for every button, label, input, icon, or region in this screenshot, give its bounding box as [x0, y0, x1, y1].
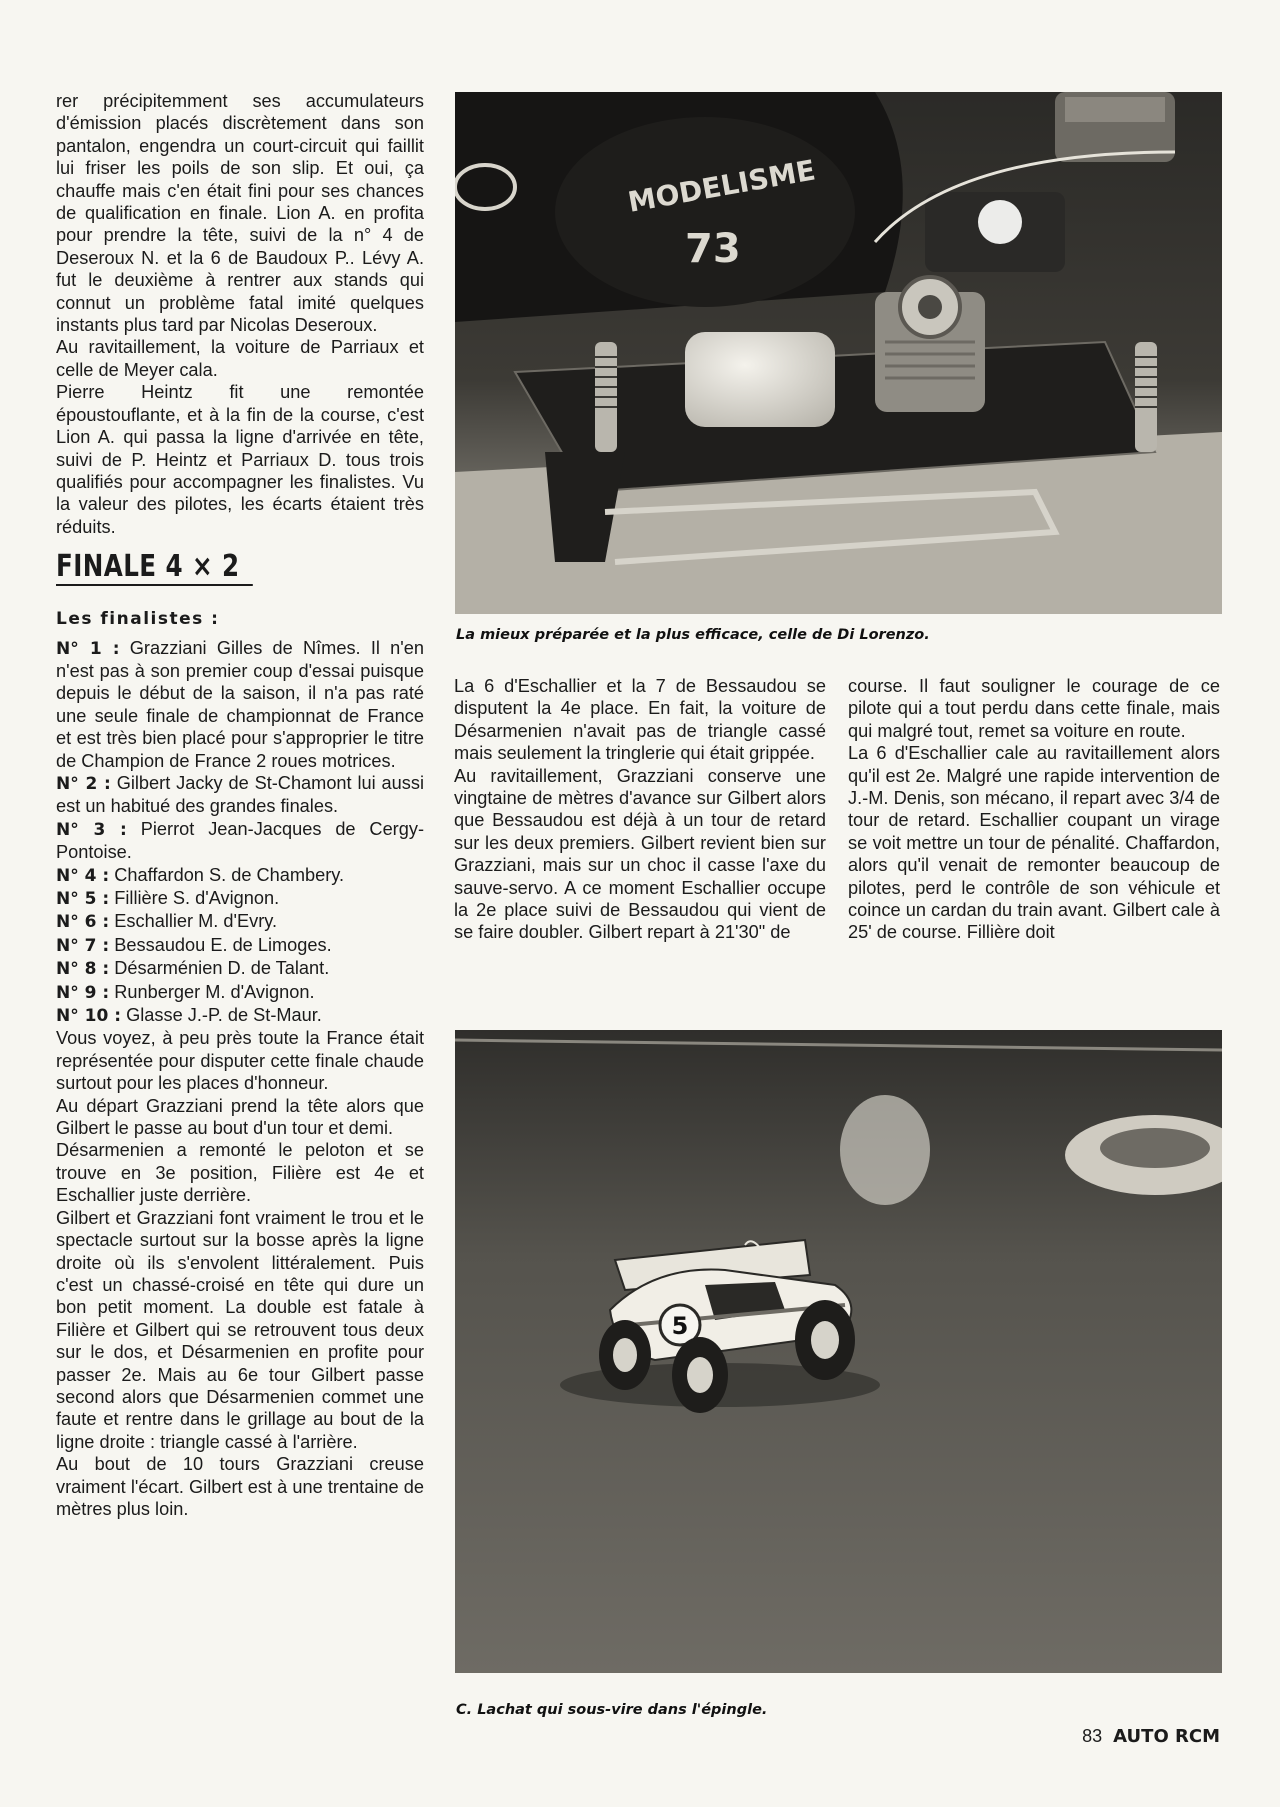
finalists-heading: Les finalistes :	[56, 609, 220, 630]
middle-column	[454, 675, 826, 944]
finalist-number: N° 7 :	[56, 935, 110, 956]
paragraph: Pierre Heintz fit une remontée époustouflante, et à la fin de la course, c'est Lion A. qui passa la ligne d'arrivée en tête, suivi de P. Heintz et Parriaux D. tous trois qualifiés pour accompagner les finalistes. Vu la valeur des pilotes, les écarts étaient très réduits.	[56, 382, 424, 537]
race-photo	[455, 1030, 1222, 1673]
finalist-number: N° 10 :	[56, 1006, 122, 1027]
list-item	[56, 637, 424, 772]
paragraph: Vous voyez, à peu près toute la France était représentée pour disputer cette finale chaude surtout pour les places d'honneur.	[56, 1028, 424, 1094]
list-item	[56, 1004, 424, 1027]
bag-logo-number: 73	[685, 226, 741, 272]
paragraph: course. Il faut souligner le courage de ce pilote qui a tout perdu dans cette finale, mais qui malgré tout, remet sa voiture en route.	[848, 676, 1220, 741]
finalist-text: Fillière S. d'Avignon.	[114, 888, 280, 908]
list-item	[56, 887, 424, 910]
finalist-text: Gilbert Jacky de St-Chamont lui aussi est un habitué des grandes finales.	[56, 772, 424, 817]
finalist-text: Désarménien D. de Talant.	[114, 958, 330, 979]
left-column	[56, 90, 424, 1520]
finalist-text: Glasse J.-P. de St-Maur.	[126, 1005, 322, 1026]
top-photo-caption: La mieux préparée et la plus efficace, celle de Di Lorenzo.	[456, 627, 930, 643]
list-item	[56, 957, 424, 980]
chassis-illustration	[455, 92, 1222, 614]
finalist-number: N° 5 :	[56, 889, 110, 909]
finalist-text: Bessaudou E. de Limoges.	[114, 934, 332, 955]
finalist-number: N° 1 :	[56, 638, 120, 659]
bottom-photo-caption: C. Lachat qui sous-vire dans l'épingle.	[456, 1702, 768, 1718]
finalist-text: Chaffardon S. de Chambery.	[114, 864, 345, 885]
finalist-text: Grazziani Gilles de Nîmes. Il n'en n'est pas à son premier coup d'essai puisque depuis le début de la saison, il n'a pas raté une seule finale de championnat de France et est très bien placé pour s'approprier le titre de Champion de France 2 roues motrices.	[56, 637, 424, 771]
finalist-text: Pierrot Jean-Jacques de Cergy-Pontoise.	[56, 818, 424, 863]
section-title: FINALE 4 × 2	[56, 550, 253, 586]
chassis-photo	[455, 92, 1222, 614]
list-item	[56, 818, 424, 864]
page-footer	[1082, 1726, 1220, 1747]
paragraph: Au bout de 10 tours Grazziani creuse vraiment l'écart. Gilbert est à une trentaine de mètres plus loin.	[56, 1454, 424, 1519]
finalist-number: N° 6 :	[56, 912, 110, 933]
finalist-number: N° 3 :	[56, 819, 127, 840]
right-column	[848, 675, 1220, 944]
paragraph: rer précipitemment ses accumulateurs d'émission placés discrètement dans son pantalon, engendra un court-circuit qui faillit lui friser les poils de son slip. Et oui, ça chauffe mais c'en était fini pour ses chances de qualification en finale. Lion A. en profita pour prendre la tête, suivi de la n° 4 de Deseroux N. et la 6 de Baudoux P.. Lévy A. fut le deuxième à rentrer aux stands qui connut un problème fatal imité quelques instants plus tard par Nicolas Deseroux.	[56, 91, 424, 336]
paragraph: Désarmenien a remonté le peloton et se trouve en 3e position, Filière est 4e et Eschallier juste derrière.	[56, 1140, 424, 1206]
list-item	[56, 934, 424, 957]
paragraph: Au départ Grazziani prend la tête alors que Gilbert le passe au bout d'un tour et demi.	[56, 1095, 424, 1139]
finalist-number: N° 4 :	[56, 865, 110, 886]
paragraph: Au ravitaillement, Grazziani conserve une vingtaine de mètres d'avance sur Gilbert alors que Bessaudou est déjà à un tour de retard sur les deux premiers. Gilbert revient bien sur Grazziani, mais sur un choc il casse l'axe du sauve-servo. A ce moment Eschallier occupe la 2e place suivi de Bessaudou qui vient de se faire doubler. Gilbert repart à 21'30" de	[454, 765, 826, 943]
paragraph: Au ravitaillement, la voiture de Parriaux et celle de Meyer cala.	[56, 337, 424, 380]
list-item	[56, 864, 424, 887]
paragraph: La 6 d'Eschallier et la 7 de Bessaudou se disputent la 4e place. En fait, la voiture de Désarmenien n'avait pas de triangle cassé mais seulement la tringlerie qui était grippée.	[454, 676, 826, 764]
list-item	[56, 910, 424, 933]
car-number: 5	[671, 1312, 689, 1340]
publication-name: AUTO RCM	[1113, 1726, 1220, 1747]
finalist-number: N° 9 :	[56, 982, 110, 1003]
finalist-number: N° 2 :	[56, 773, 111, 794]
list-item	[56, 772, 424, 818]
page-number: 83	[1082, 1726, 1103, 1746]
finalist-text: Runberger M. d'Avignon.	[114, 981, 315, 1002]
bag-logo-text: MODELISME	[625, 153, 818, 219]
finalists-list	[56, 637, 424, 1028]
finalist-text: Eschallier M. d'Evry.	[114, 911, 278, 932]
paragraph: La 6 d'Eschallier cale au ravitaillement alors qu'il est 2e. Malgré une rapide intervention de J.-M. Denis, son mécano, il repart avec 3/4 de tour de retard. Eschallier coupant un virage se voit mettre un tour de pénalité. Chaffardon, alors qu'il venait de remonter beaucoup de pilotes, perd le contrôle de son véhicule et coince un cardan du train avant. Gilbert cale à 25' de course. Fillière doit	[848, 743, 1220, 943]
finalist-number: N° 8 :	[56, 959, 110, 980]
list-item	[56, 981, 424, 1004]
buggy-illustration	[455, 1030, 1222, 1673]
paragraph: Gilbert et Grazziani font vraiment le trou et le spectacle surtout sur la bosse après la ligne droite où ils s'envolent littéralement. Puis c'est un chassé-croisé en tête qui dure un bon petit moment. La double est fatale à Filière et Gilbert qui se retrouvent tous deux sur le dos, et Désarmenien en profite pour passer 2e. Mais au 6e tour Gilbert passe second alors que Désarmenien commet une faute et rentre dans le grillage au bout de la ligne droite : triangle cassé à l'arrière.	[56, 1207, 424, 1452]
